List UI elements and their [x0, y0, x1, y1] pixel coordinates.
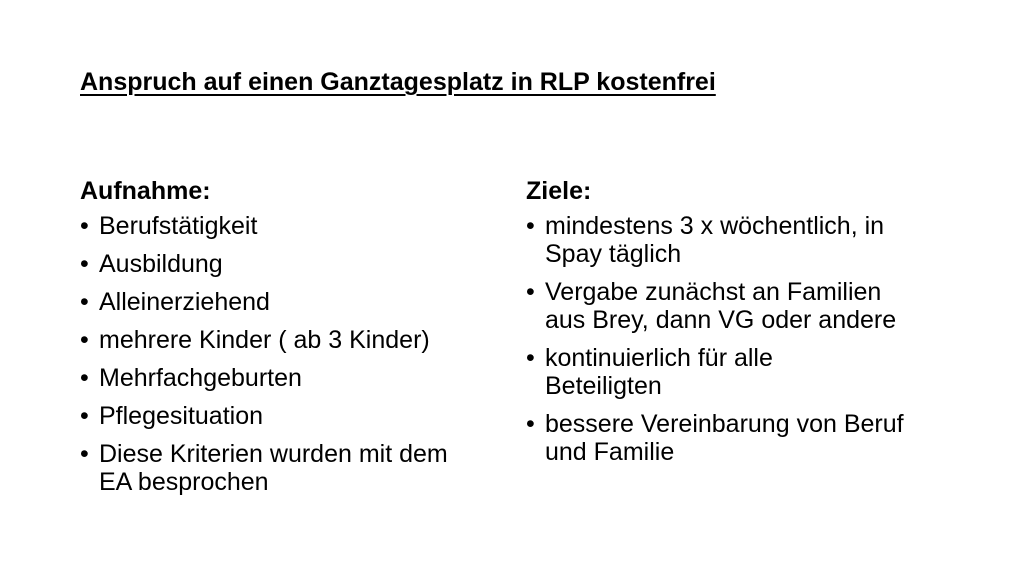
- admission-item: • mehrere Kinder ( ab 3 Kinder): [80, 326, 510, 354]
- goals-item: • kontinuierlich für alle Beteiligten: [526, 344, 845, 400]
- goals-column: [526, 176, 946, 476]
- goals-list: [526, 212, 946, 466]
- slide-title: Anspruch auf einen Ganztagesplatz in RLP kostenfrei: [80, 68, 716, 96]
- admission-item: • Mehrfachgeburten: [80, 364, 510, 392]
- admission-item: • Alleinerziehend: [80, 288, 510, 316]
- admission-column: [80, 176, 510, 506]
- goals-item: • mindestens 3 x wöchentlich, in Spay täglich: [526, 212, 925, 268]
- admission-item: • Pflegesituation: [80, 402, 510, 430]
- goals-item: • bessere Vereinbarung von Beruf und Familie: [526, 410, 915, 466]
- admission-heading: Aufnahme:: [80, 177, 211, 205]
- admission-item: • Ausbildung: [80, 250, 510, 278]
- goals-heading: Ziele:: [526, 177, 592, 205]
- admission-item: • Diese Kriterien wurden mit dem EA besprochen: [80, 440, 459, 496]
- goals-item: • Vergabe zunächst an Familien aus Brey, dann VG oder andere: [526, 278, 925, 334]
- admission-item: • Berufstätigkeit: [80, 212, 510, 240]
- admission-list: [80, 212, 510, 496]
